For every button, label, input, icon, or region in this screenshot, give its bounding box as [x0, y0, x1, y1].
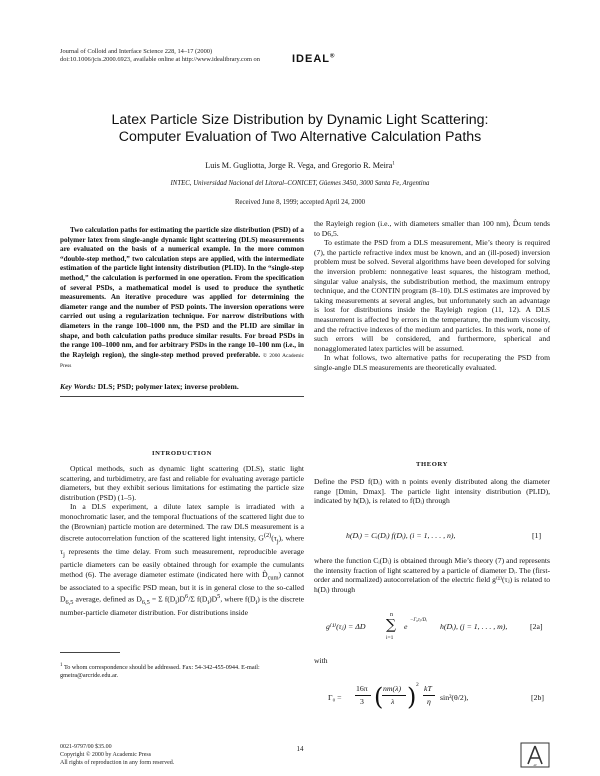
intro-sub-j2: j — [63, 551, 65, 559]
intro-p2-k: , where f(D — [220, 594, 256, 604]
eq2b-paren-open: ( — [374, 683, 384, 711]
copyright-line: Copyright © 2000 by Academic Press — [60, 752, 152, 758]
keywords-list: DLS; PSD; polymer latex; inverse problem. — [97, 382, 239, 391]
intro-sup-5: 5 — [217, 593, 221, 601]
introduction-body — [60, 464, 304, 617]
footnote-text: To whom correspondence should be addressed. Fax: 54-342-455-0944. E-mail: gmeira@arcride.edu.ar. — [60, 664, 260, 680]
title-line-2: Computer Evaluation of Two Alternative Calculation Paths — [118, 129, 482, 145]
intro-p2-d: represents the time delay. From such measurement, reproducible average particle diameters can be easily obtained through for example the cumulants method (6). The average diameter estimate (indicated here with D̂ — [60, 546, 304, 579]
eq2b-frac2-den: η — [427, 697, 431, 706]
eq2b-paren-close: ) — [407, 683, 417, 711]
doi-line: doi:10.1006/jcis.2000.6923, available online at http://www.idealibrary.com on — [60, 56, 260, 63]
intro-p2-b: (τ — [271, 533, 277, 543]
ideal-logo — [292, 53, 335, 65]
equation-1-number: [1] — [532, 531, 542, 540]
rights-line: All rights of reproduction in any form reserved. — [60, 760, 175, 766]
equation-2a — [326, 612, 526, 642]
intro-sub-cum: cum — [267, 574, 279, 582]
equation-2b — [328, 682, 528, 716]
equation-1: h(Dᵢ) = Cᵢ(Dᵢ) f(Dᵢ), (i = 1, . . . , n), — [346, 531, 456, 540]
eq2b-frac1-bar — [355, 695, 371, 696]
journal-citation: Journal of Colloid and Interface Science 228, 14–17 (2000) — [60, 48, 213, 55]
theory-paragraph-2: where the function Cᵢ(Dᵢ) is obtained through Mie’s theory (7) and represents the intensity fraction of light scattered by a particle of diameter Dᵢ. The (first-order and normalized) autocorrelation of the electric field g⁽¹⁾(τⱼ) is related to h(Dᵢ) through — [314, 556, 550, 594]
publisher-logo — [520, 742, 550, 768]
intro-p2-e: ) cannot be associated to a specific PSD mean, but it is in general close to the so-called D — [60, 569, 304, 604]
eq2b-paren-den: λ — [391, 697, 395, 706]
intro-paragraph-2 — [60, 502, 304, 617]
eq2b-paren-num: nm(λ) — [383, 684, 402, 693]
intro-sub-j1: j — [276, 538, 279, 546]
abstract-text: Two calculation paths for estimating the particle size distribution (PSD) of a polymer latex from single-angle dynamic light scattering (DLS) measurements are evaluated on the basis of a numerical example. In the more common “double-step method,” two calculation steps are applied, with the intermediate estimation of the particle light intensity distribution (PLID). In the “single-step method,” the calculation is performed in one operation. From the specification of several PSDs, a mathematical model is used to produce the synthetic measurements. An iterative procedure was applied for determining the diameter range and the number of PSD points. The inversion operations were carried out using a regularization technique. For narrow distributions with diameters in the range 100–1000 nm, the PSD and the PLID are similar in shape, and both calculation paths produce similar results. For broad PSDs in the range 100–1000 nm, and for arbitrary PSDs in the range 10–100 nm (i.e., in the Rayleigh region), the single-step method proved preferable. — [60, 226, 304, 359]
eq2a-lhs: g⁽¹⁾(τⱼ) = ΔD — [326, 622, 366, 631]
affiliation: INTEC, Universidad Nacional del Litoral–CONICET, Güemes 3450, 3000 Santa Fe, Argentina — [170, 180, 430, 187]
abstract — [60, 226, 304, 372]
intro-p2-i: /Σ f(D — [188, 594, 208, 604]
intro-p2-j: )D — [209, 594, 218, 604]
eq2b-frac1-den: 3 — [360, 697, 364, 706]
intro-sub-65a: 6,5 — [65, 599, 74, 607]
issn-line: 0021-9797/00 $35.00 — [60, 744, 112, 750]
authors — [40, 161, 560, 170]
intro-p2-a: In a DLS experiment, a dilute latex sample is irradiated with a monochromatic laser, and the temporal fluctuations of the scattered light due to the (Brownian) particle motion are determined. The raw DLS measurement is a discrete autocorrelation function of the scattered light intensity, G — [60, 502, 304, 543]
intro-sub-i3: i — [255, 599, 258, 607]
intro-sub-65b: 6,5 — [141, 599, 150, 607]
right-paragraph-2: In what follows, two alternative paths for recuperating the PSD from single-angle DLS measurements are theoretically evaluated. — [314, 353, 550, 372]
keywords-label: Key Words: — [60, 382, 96, 391]
eq2b-square: 2 — [416, 682, 419, 688]
page-number: 14 — [296, 745, 304, 753]
eq2b-tail: sin²(θ/2), — [440, 693, 469, 702]
intro-p2-g: = Σ f(D — [149, 594, 176, 604]
abstract-copyright: © 2000 Academic Press — [60, 352, 305, 370]
keywords — [60, 382, 304, 391]
eq2b-frac2-num: kT — [424, 684, 432, 693]
eq2b-paren-bar — [382, 695, 406, 696]
eq2a-rest: h(Dᵢ), (j = 1, . . . , m), — [440, 622, 508, 631]
ideal-logo-mark: ® — [330, 53, 336, 60]
right-column-body — [314, 219, 550, 373]
equation-2a-number: [2a] — [530, 622, 543, 631]
ideal-logo-text: IDEAL — [292, 53, 330, 65]
introduction-heading: INTRODUCTION — [152, 450, 212, 457]
author-names: Luis M. Gugliotta, Jorge R. Vega, and Gregorio R. Meira — [205, 161, 393, 170]
footnote — [60, 662, 304, 680]
summation-symbol: ∑ — [386, 617, 396, 633]
intro-paragraph-1: Optical methods, such as dynamic light scattering (DLS), static light scattering, and turbidimetry, are fast and reliable for evaluating average particle diameters, but they exhibit serious limitations for estimating the particle size distribution (PSD) (1–5). — [60, 464, 304, 502]
eq2a-exp-power: −Γ₀τⱼ/Dᵢ — [410, 618, 427, 623]
intro-p2-f: average, defined as D — [73, 594, 142, 604]
intro-p2-l: ) is the discrete number-particle diameter distribution. For distributions inside — [60, 594, 304, 617]
right-paragraph-1: To estimate the PSD from a DLS measurement, Mie’s theory is required (7), the particle refractive index must be known, and an (ill-posed) inversion problem must be solved. Several algorithms have been developed for solving the inversion problem: nonnegative least squares, the histogram method, singular value analysis, the subdistribution method, the maximum entropy technique, and the CONTIN program (8–10). DLS estimates are improved by taking measurements at several angles, but unfortunately such an advantage is lost for distributions inside the Rayleigh region (11, 12). A DLS measurement is affected by errors in the temperature, the medium viscosity, and the refractive indexes of the medium and particles. In this work, none of such errors will be considered, and furthermore, spherical and nonagglomerated latex particles will be assumed. — [314, 238, 550, 353]
publisher-logo-glyph — [528, 746, 542, 764]
eq2b-frac1-num: 16π — [356, 684, 368, 693]
equation-2b-number: [2b] — [531, 693, 544, 702]
theory-paragraph-1: Define the PSD f(Dᵢ) with n points evenly distributed along the diameter range [Dmin, Dmax]. The particle light intensity distribution (PLID), indicated by h(Dᵢ), is related to f(Dᵢ) through — [314, 477, 550, 506]
received-dates: Received June 8, 1999; accepted April 24, 2000 — [234, 199, 366, 206]
title-line-1: Latex Particle Size Distribution by Dynamic Light Scattering: — [111, 112, 489, 128]
intro-sup-6: 6 — [185, 593, 189, 601]
eq2a-sum-top: n — [390, 612, 393, 618]
intro-sub-i1: i — [175, 599, 178, 607]
article-title — [40, 112, 560, 146]
eq2b-frac2-bar — [423, 695, 435, 696]
intro-p2-h: )D — [177, 594, 186, 604]
with-word: with — [314, 656, 328, 665]
eq2a-sum-bottom: i=1 — [386, 635, 394, 641]
author-footnote-mark: 1 — [392, 161, 395, 167]
intro-sup-g: (2) — [263, 532, 272, 540]
eq2a-exp: e — [404, 622, 408, 631]
footnote-divider — [60, 652, 120, 653]
intro-sub-i2: i — [207, 599, 210, 607]
abstract-divider — [60, 396, 304, 397]
eq2b-lhs: Γ₀ = — [328, 693, 342, 702]
theory-heading: THEORY — [416, 461, 448, 468]
intro-p2-c: ), where τ — [60, 533, 304, 556]
right-paragraph-0: the Rayleigh region (i.e., with diameters smaller than 100 nm), D̂cum tends to D6,5. — [314, 219, 550, 238]
publisher-logo-text: AP — [533, 764, 537, 767]
footnote-mark: 1 — [60, 663, 63, 668]
